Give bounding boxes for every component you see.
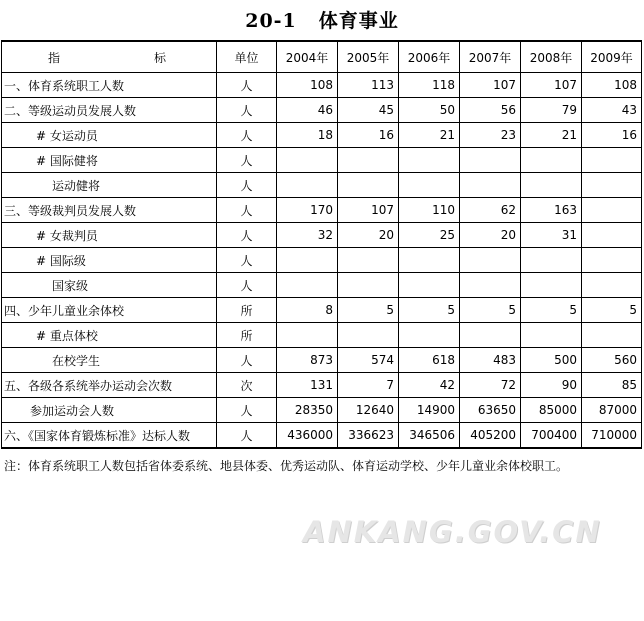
row-value: 7 [338,373,399,398]
row-value: 85000 [521,398,582,423]
table-row [2,148,642,173]
row-value: 346506 [399,423,460,449]
row-value [277,173,338,198]
row-value: 574 [338,348,399,373]
row-value: 873 [277,348,338,373]
row-unit: 所 [217,323,277,348]
row-value: 5 [582,298,642,323]
row-unit: 人 [217,398,277,423]
row-value: 170 [277,198,338,223]
row-value: 710000 [582,423,642,449]
row-indicator: # 女裁判员 [2,223,217,248]
row-value: 18 [277,123,338,148]
row-value: 32 [277,223,338,248]
row-value: 5 [399,298,460,323]
row-value: 85 [582,373,642,398]
row-value [521,248,582,273]
row-value: 118 [399,73,460,98]
table-number: 20-1 [245,10,297,32]
row-value [582,148,642,173]
table-title: 体育事业 [318,10,399,32]
row-value: 31 [521,223,582,248]
table-row [2,398,642,423]
row-value: 405200 [460,423,521,449]
row-value [460,248,521,273]
row-value: 62 [460,198,521,223]
row-unit: 人 [217,123,277,148]
row-unit: 人 [217,98,277,123]
row-unit: 所 [217,298,277,323]
row-unit: 人 [217,248,277,273]
table-row [2,223,642,248]
table-row [2,348,642,373]
table-row [2,323,642,348]
row-value: 25 [399,223,460,248]
table-row [2,423,642,449]
row-value: 21 [399,123,460,148]
row-value [277,148,338,173]
header-year: 2004年 [277,41,338,73]
row-value [582,173,642,198]
row-value: 79 [521,98,582,123]
row-value: 483 [460,348,521,373]
row-value: 21 [521,123,582,148]
table-row [2,123,642,148]
header-indicator [2,41,217,73]
header-unit: 单位 [217,41,277,73]
row-value: 8 [277,298,338,323]
row-value: 5 [338,298,399,323]
row-value [460,148,521,173]
table-row [2,173,642,198]
watermark: ANKANG.GOV.CN [303,515,602,549]
header-indicator-left: 指 [48,50,61,65]
row-value: 5 [460,298,521,323]
row-value: 108 [277,73,338,98]
row-indicator: 五、各级各系统举办运动会次数 [2,373,217,398]
row-unit: 人 [217,348,277,373]
row-unit: 人 [217,223,277,248]
row-value [338,273,399,298]
row-value [582,198,642,223]
row-value: 107 [460,73,521,98]
row-value: 23 [460,123,521,148]
row-value: 14900 [399,398,460,423]
row-value [460,173,521,198]
table-row [2,298,642,323]
row-value: 72 [460,373,521,398]
header-indicator-right: 标 [153,50,166,65]
row-value [582,248,642,273]
header-year: 2008年 [521,41,582,73]
table-row [2,273,642,298]
row-value: 63650 [460,398,521,423]
row-value [460,323,521,348]
row-value [521,323,582,348]
row-value [460,273,521,298]
row-value: 16 [338,123,399,148]
header-year: 2007年 [460,41,521,73]
row-value [399,148,460,173]
row-value [399,248,460,273]
row-value: 500 [521,348,582,373]
table-row [2,198,642,223]
row-indicator: 二、等级运动员发展人数 [2,98,217,123]
row-value: 108 [582,73,642,98]
row-value: 87000 [582,398,642,423]
row-unit: 人 [217,173,277,198]
row-value [521,148,582,173]
row-value: 107 [338,198,399,223]
row-unit: 人 [217,148,277,173]
header-year: 2005年 [338,41,399,73]
row-value: 5 [521,298,582,323]
row-value [277,323,338,348]
row-value: 45 [338,98,399,123]
row-value: 113 [338,73,399,98]
row-unit: 人 [217,73,277,98]
row-unit: 人 [217,423,277,449]
row-indicator: 三、等级裁判员发展人数 [2,198,217,223]
row-value: 42 [399,373,460,398]
row-value: 163 [521,198,582,223]
row-value: 16 [582,123,642,148]
row-value [338,148,399,173]
row-value: 20 [338,223,399,248]
header-year: 2009年 [582,41,642,73]
row-value: 20 [460,223,521,248]
row-value: 90 [521,373,582,398]
row-indicator: # 重点体校 [2,323,217,348]
row-indicator: 在校学生 [2,348,217,373]
row-value [338,323,399,348]
row-value [582,273,642,298]
row-indicator: # 女运动员 [2,123,217,148]
sports-statistics-table [1,40,642,449]
row-indicator: 六、《国家体育锻炼标准》达标人数 [2,423,217,449]
table-row [2,73,642,98]
row-unit: 人 [217,273,277,298]
row-value: 28350 [277,398,338,423]
row-value: 46 [277,98,338,123]
row-value: 700400 [521,423,582,449]
row-unit: 人 [217,198,277,223]
row-value: 131 [277,373,338,398]
row-value: 107 [521,73,582,98]
row-value: 43 [582,98,642,123]
row-value [277,248,338,273]
row-value [399,273,460,298]
row-value [399,323,460,348]
row-indicator: 运动健将 [2,173,217,198]
table-row [2,98,642,123]
row-value [521,173,582,198]
row-indicator: # 国际级 [2,248,217,273]
row-value: 560 [582,348,642,373]
row-indicator: 国家级 [2,273,217,298]
header-row [2,41,642,73]
row-value: 50 [399,98,460,123]
row-value [399,173,460,198]
table-row [2,248,642,273]
row-value: 12640 [338,398,399,423]
row-indicator: 参加运动会人数 [2,398,217,423]
row-value: 336623 [338,423,399,449]
row-value: 436000 [277,423,338,449]
page-title [0,6,644,33]
row-indicator: # 国际健将 [2,148,217,173]
row-value: 110 [399,198,460,223]
row-unit: 次 [217,373,277,398]
row-value [338,173,399,198]
footnote: 注：体育系统职工人数包括省体委系统、地县体委、优秀运动队、体育运动学校、少年儿童业余体校职工。 [4,459,569,473]
table-body [2,73,642,449]
row-value [277,273,338,298]
header-year: 2006年 [399,41,460,73]
row-indicator: 四、少年儿童业余体校 [2,298,217,323]
table-row [2,373,642,398]
row-indicator: 一、体育系统职工人数 [2,73,217,98]
row-value [521,273,582,298]
row-value: 56 [460,98,521,123]
row-value [338,248,399,273]
row-value [582,323,642,348]
row-value [582,223,642,248]
row-value: 618 [399,348,460,373]
